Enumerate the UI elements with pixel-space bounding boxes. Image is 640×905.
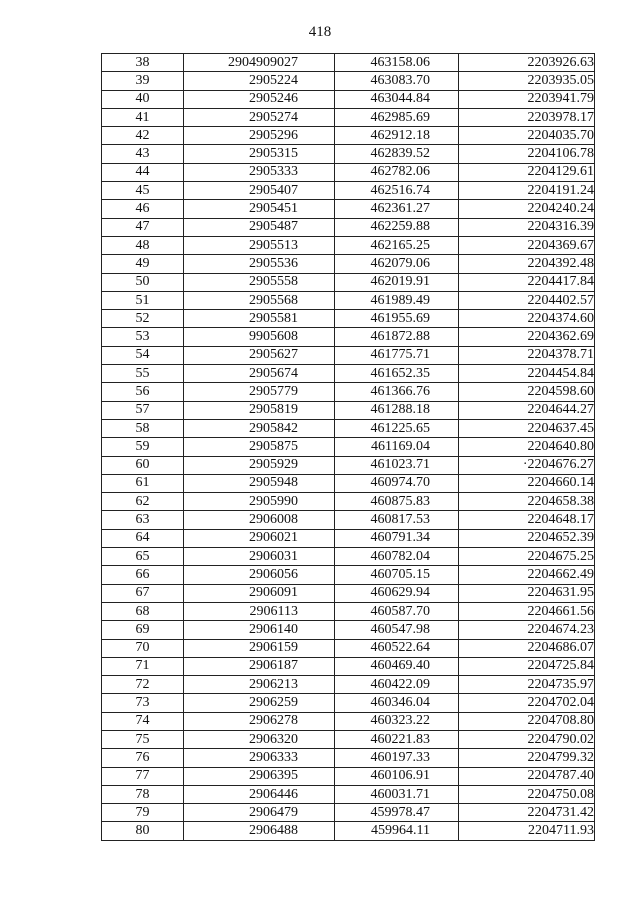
point-number-cell: 63	[102, 511, 184, 529]
id-cell: 2904909027	[184, 54, 335, 72]
y-coordinate-cell: 2203978.17	[459, 108, 595, 126]
point-number-cell: 64	[102, 529, 184, 547]
y-coordinate-cell: 2204106.78	[459, 145, 595, 163]
y-coordinate-cell: 2204661.56	[459, 602, 595, 620]
x-coordinate-cell: 460106.91	[335, 767, 459, 785]
point-number-cell: 52	[102, 310, 184, 328]
id-cell: 2906320	[184, 730, 335, 748]
y-coordinate-cell: 2204402.57	[459, 291, 595, 309]
table-row	[102, 602, 595, 620]
x-coordinate-cell: 460587.70	[335, 602, 459, 620]
y-coordinate-cell: 2204735.97	[459, 676, 595, 694]
x-coordinate-cell: 460705.15	[335, 566, 459, 584]
id-cell: 2905296	[184, 127, 335, 145]
id-cell: 2906031	[184, 548, 335, 566]
y-coordinate-cell: 2204662.49	[459, 566, 595, 584]
point-number-cell: 47	[102, 218, 184, 236]
coordinates-table	[101, 53, 595, 841]
table-row	[102, 785, 595, 803]
table-row	[102, 712, 595, 730]
x-coordinate-cell: 462516.74	[335, 182, 459, 200]
point-number-cell: 55	[102, 365, 184, 383]
table-row	[102, 108, 595, 126]
point-number-cell: 44	[102, 163, 184, 181]
y-coordinate-cell: 2204725.84	[459, 657, 595, 675]
y-coordinate-cell: 2204637.45	[459, 419, 595, 437]
x-coordinate-cell: 461955.69	[335, 310, 459, 328]
point-number-cell: 53	[102, 328, 184, 346]
y-coordinate-cell: 2204708.80	[459, 712, 595, 730]
y-coordinate-cell: 2204378.71	[459, 346, 595, 364]
table-row	[102, 548, 595, 566]
table-row	[102, 310, 595, 328]
table-row	[102, 694, 595, 712]
table-row	[102, 493, 595, 511]
x-coordinate-cell: 462912.18	[335, 127, 459, 145]
table-row	[102, 200, 595, 218]
point-number-cell: 39	[102, 72, 184, 90]
x-coordinate-cell: 461775.71	[335, 346, 459, 364]
id-cell: 2905581	[184, 310, 335, 328]
x-coordinate-cell: 463044.84	[335, 90, 459, 108]
x-coordinate-cell: 460346.04	[335, 694, 459, 712]
point-number-cell: 61	[102, 474, 184, 492]
table-row	[102, 584, 595, 602]
x-coordinate-cell: 463083.70	[335, 72, 459, 90]
table-row	[102, 401, 595, 419]
y-coordinate-cell: 2204035.70	[459, 127, 595, 145]
id-cell: 2906479	[184, 804, 335, 822]
table-row	[102, 804, 595, 822]
y-coordinate-cell: 2204648.17	[459, 511, 595, 529]
id-cell: 2905487	[184, 218, 335, 236]
table-row	[102, 328, 595, 346]
table-row	[102, 218, 595, 236]
point-number-cell: 51	[102, 291, 184, 309]
y-coordinate-cell: 2203935.05	[459, 72, 595, 90]
id-cell: 2906021	[184, 529, 335, 547]
y-coordinate-cell: 2203941.79	[459, 90, 595, 108]
id-cell: 2906395	[184, 767, 335, 785]
table-row	[102, 822, 595, 840]
table-row	[102, 365, 595, 383]
y-coordinate-cell: 2204731.42	[459, 804, 595, 822]
x-coordinate-cell: 462782.06	[335, 163, 459, 181]
point-number-cell: 46	[102, 200, 184, 218]
table-row	[102, 236, 595, 254]
id-cell: 9905608	[184, 328, 335, 346]
table-row	[102, 72, 595, 90]
y-coordinate-cell: 2204240.24	[459, 200, 595, 218]
table-row	[102, 767, 595, 785]
point-number-cell: 40	[102, 90, 184, 108]
y-coordinate-cell: 2204674.23	[459, 621, 595, 639]
id-cell: 2906008	[184, 511, 335, 529]
y-coordinate-cell: 2204644.27	[459, 401, 595, 419]
table-row	[102, 346, 595, 364]
point-number-cell: 72	[102, 676, 184, 694]
y-coordinate-cell: 2204362.69	[459, 328, 595, 346]
id-cell: 2905246	[184, 90, 335, 108]
id-cell: 2905274	[184, 108, 335, 126]
x-coordinate-cell: 460221.83	[335, 730, 459, 748]
x-coordinate-cell: 460817.53	[335, 511, 459, 529]
table-row	[102, 511, 595, 529]
point-number-cell: 42	[102, 127, 184, 145]
table-row	[102, 182, 595, 200]
id-cell: 2906488	[184, 822, 335, 840]
x-coordinate-cell: 461872.88	[335, 328, 459, 346]
table-row	[102, 474, 595, 492]
y-coordinate-cell: 2204790.02	[459, 730, 595, 748]
table-row	[102, 438, 595, 456]
table-row	[102, 145, 595, 163]
point-number-cell: 49	[102, 255, 184, 273]
id-cell: 2906333	[184, 749, 335, 767]
x-coordinate-cell: 460522.64	[335, 639, 459, 657]
x-coordinate-cell: 460031.71	[335, 785, 459, 803]
id-cell: 2905627	[184, 346, 335, 364]
point-number-cell: 50	[102, 273, 184, 291]
point-number-cell: 76	[102, 749, 184, 767]
table-body	[102, 54, 595, 841]
y-coordinate-cell: 2204799.32	[459, 749, 595, 767]
y-coordinate-cell: 2204374.60	[459, 310, 595, 328]
point-number-cell: 71	[102, 657, 184, 675]
table-row	[102, 730, 595, 748]
point-number-cell: 77	[102, 767, 184, 785]
id-cell: 2905674	[184, 365, 335, 383]
x-coordinate-cell: 460629.94	[335, 584, 459, 602]
id-cell: 2906159	[184, 639, 335, 657]
id-cell: 2906213	[184, 676, 335, 694]
y-coordinate-cell: 2204675.25	[459, 548, 595, 566]
x-coordinate-cell: 461989.49	[335, 291, 459, 309]
x-coordinate-cell: 461169.04	[335, 438, 459, 456]
id-cell: 2905568	[184, 291, 335, 309]
x-coordinate-cell: 460547.98	[335, 621, 459, 639]
y-coordinate-cell: 2204660.14	[459, 474, 595, 492]
x-coordinate-cell: 460782.04	[335, 548, 459, 566]
table-row	[102, 54, 595, 72]
id-cell: 2906278	[184, 712, 335, 730]
point-number-cell: 62	[102, 493, 184, 511]
point-number-cell: 66	[102, 566, 184, 584]
point-number-cell: 68	[102, 602, 184, 620]
point-number-cell: 67	[102, 584, 184, 602]
point-number-cell: 58	[102, 419, 184, 437]
y-coordinate-cell: 2203926.63	[459, 54, 595, 72]
id-cell: 2906140	[184, 621, 335, 639]
point-number-cell: 65	[102, 548, 184, 566]
y-coordinate-cell: 2204598.60	[459, 383, 595, 401]
id-cell: 2905536	[184, 255, 335, 273]
point-number-cell: 79	[102, 804, 184, 822]
point-number-cell: 56	[102, 383, 184, 401]
id-cell: 2905842	[184, 419, 335, 437]
id-cell: 2905407	[184, 182, 335, 200]
table-row	[102, 255, 595, 273]
point-number-cell: 57	[102, 401, 184, 419]
table-row	[102, 566, 595, 584]
y-coordinate-cell: 2204191.24	[459, 182, 595, 200]
point-number-cell: 60	[102, 456, 184, 474]
id-cell: 2906113	[184, 602, 335, 620]
table-row	[102, 621, 595, 639]
x-coordinate-cell: 460422.09	[335, 676, 459, 694]
y-coordinate-cell: ·2204676.27	[459, 456, 595, 474]
point-number-cell: 75	[102, 730, 184, 748]
table-row	[102, 657, 595, 675]
id-cell: 2906187	[184, 657, 335, 675]
id-cell: 2906259	[184, 694, 335, 712]
table-row	[102, 529, 595, 547]
point-number-cell: 59	[102, 438, 184, 456]
id-cell: 2905558	[184, 273, 335, 291]
table-row	[102, 383, 595, 401]
id-cell: 2905929	[184, 456, 335, 474]
x-coordinate-cell: 462985.69	[335, 108, 459, 126]
point-number-cell: 45	[102, 182, 184, 200]
id-cell: 2905224	[184, 72, 335, 90]
id-cell: 2905875	[184, 438, 335, 456]
y-coordinate-cell: 2204454.84	[459, 365, 595, 383]
x-coordinate-cell: 460469.40	[335, 657, 459, 675]
id-cell: 2905779	[184, 383, 335, 401]
y-coordinate-cell: 2204787.40	[459, 767, 595, 785]
y-coordinate-cell: 2204686.07	[459, 639, 595, 657]
x-coordinate-cell: 462361.27	[335, 200, 459, 218]
y-coordinate-cell: 2204316.39	[459, 218, 595, 236]
x-coordinate-cell: 460791.34	[335, 529, 459, 547]
point-number-cell: 54	[102, 346, 184, 364]
point-number-cell: 41	[102, 108, 184, 126]
x-coordinate-cell: 461023.71	[335, 456, 459, 474]
x-coordinate-cell: 460197.33	[335, 749, 459, 767]
table-row	[102, 291, 595, 309]
x-coordinate-cell: 462165.25	[335, 236, 459, 254]
y-coordinate-cell: 2204711.93	[459, 822, 595, 840]
x-coordinate-cell: 462259.88	[335, 218, 459, 236]
x-coordinate-cell: 463158.06	[335, 54, 459, 72]
point-number-cell: 80	[102, 822, 184, 840]
x-coordinate-cell: 459978.47	[335, 804, 459, 822]
id-cell: 2905513	[184, 236, 335, 254]
x-coordinate-cell: 461288.18	[335, 401, 459, 419]
id-cell: 2905948	[184, 474, 335, 492]
id-cell: 2905451	[184, 200, 335, 218]
table-row	[102, 127, 595, 145]
point-number-cell: 43	[102, 145, 184, 163]
table-row	[102, 163, 595, 181]
y-coordinate-cell: 2204631.95	[459, 584, 595, 602]
id-cell: 2905819	[184, 401, 335, 419]
x-coordinate-cell: 460323.22	[335, 712, 459, 730]
point-number-cell: 38	[102, 54, 184, 72]
x-coordinate-cell: 462019.91	[335, 273, 459, 291]
table-row	[102, 676, 595, 694]
x-coordinate-cell: 460974.70	[335, 474, 459, 492]
x-coordinate-cell: 462079.06	[335, 255, 459, 273]
point-number-cell: 78	[102, 785, 184, 803]
y-coordinate-cell: 2204640.80	[459, 438, 595, 456]
page-number: 418	[308, 24, 332, 40]
id-cell: 2905990	[184, 493, 335, 511]
y-coordinate-cell: 2204392.48	[459, 255, 595, 273]
x-coordinate-cell: 459964.11	[335, 822, 459, 840]
id-cell: 2905333	[184, 163, 335, 181]
y-coordinate-cell: 2204750.08	[459, 785, 595, 803]
y-coordinate-cell: 2204369.67	[459, 236, 595, 254]
table-row	[102, 419, 595, 437]
y-coordinate-cell: 2204702.04	[459, 694, 595, 712]
point-number-cell: 73	[102, 694, 184, 712]
y-coordinate-cell: 2204658.38	[459, 493, 595, 511]
point-number-cell: 69	[102, 621, 184, 639]
table-row	[102, 456, 595, 474]
id-cell: 2906446	[184, 785, 335, 803]
x-coordinate-cell: 461225.65	[335, 419, 459, 437]
x-coordinate-cell: 462839.52	[335, 145, 459, 163]
point-number-cell: 48	[102, 236, 184, 254]
table-row	[102, 749, 595, 767]
table-row	[102, 639, 595, 657]
id-cell: 2905315	[184, 145, 335, 163]
id-cell: 2906056	[184, 566, 335, 584]
x-coordinate-cell: 460875.83	[335, 493, 459, 511]
point-number-cell: 70	[102, 639, 184, 657]
table-row	[102, 90, 595, 108]
id-cell: 2906091	[184, 584, 335, 602]
point-number-cell: 74	[102, 712, 184, 730]
y-coordinate-cell: 2204417.84	[459, 273, 595, 291]
table-row	[102, 273, 595, 291]
y-coordinate-cell: 2204129.61	[459, 163, 595, 181]
y-coordinate-cell: 2204652.39	[459, 529, 595, 547]
x-coordinate-cell: 461652.35	[335, 365, 459, 383]
x-coordinate-cell: 461366.76	[335, 383, 459, 401]
